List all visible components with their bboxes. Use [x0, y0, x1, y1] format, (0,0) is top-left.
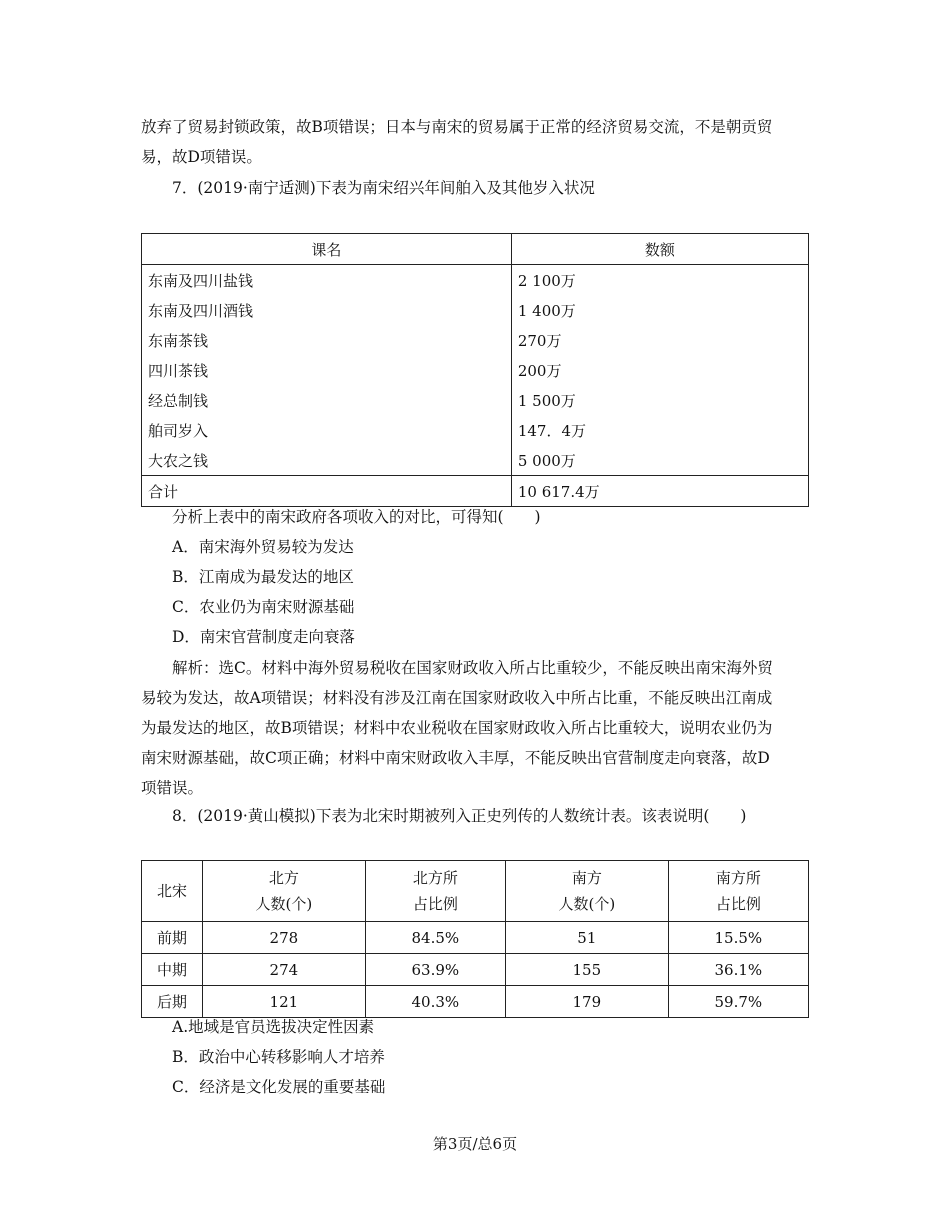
- table-row: [142, 295, 809, 325]
- table-cell: 1 400万: [511, 295, 808, 325]
- q7-option: B．江南成为最发达的地区: [172, 568, 354, 586]
- table-cell: 121: [203, 986, 366, 1018]
- table-cell: 36.1%: [668, 954, 808, 986]
- q7-option: A．南宋海外贸易较为发达: [172, 538, 354, 556]
- table-cell: 274: [203, 954, 366, 986]
- table-row: [142, 355, 809, 385]
- table-header: 北方所 占比例: [365, 861, 505, 922]
- table-cell: 东南及四川盐钱: [142, 265, 512, 296]
- q7-option: D．南宋官营制度走向衰落: [172, 628, 355, 646]
- table-cell: 179: [505, 986, 668, 1018]
- q7-analysis-line: 为最发达的地区，故B项错误；材料中农业税收在国家财政收入所占比重较大，说明农业仍为: [141, 719, 773, 737]
- table-cell: 278: [203, 922, 366, 954]
- q7-analysis-line: 项错误。: [141, 779, 204, 797]
- table-header: 课名: [142, 234, 512, 265]
- page-footer: 第3页/总6页: [432, 1135, 518, 1153]
- table-corner: 北宋: [142, 861, 203, 922]
- intro-line: 放弃了贸易封锁政策，故B项错误；日本与南宋的贸易属于正常的经济贸易交流，不是朝贡贸: [141, 118, 773, 136]
- intro-line: 易，故D项错误。: [141, 148, 262, 166]
- table-cell: 59.7%: [668, 986, 808, 1018]
- table-cell: 155: [505, 954, 668, 986]
- table-header: 数额: [511, 234, 808, 265]
- table-total-row: [142, 476, 809, 507]
- q7-revenue-table: [141, 233, 809, 507]
- q7-option: C．农业仍为南宋财源基础: [172, 598, 355, 616]
- table-row: [142, 954, 809, 986]
- q8-option: A.地域是官员选拔决定性因素: [172, 1018, 375, 1036]
- table-cell: 200万: [511, 355, 808, 385]
- q8-option: C．经济是文化发展的重要基础: [172, 1078, 386, 1096]
- table-row: [142, 265, 809, 296]
- q7-stem: 7．(2019·南宁适测)下表为南宋绍兴年间舶入及其他岁入状况: [172, 179, 595, 197]
- table-cell: 四川茶钱: [142, 355, 512, 385]
- table-cell: 51: [505, 922, 668, 954]
- table-cell: 270万: [511, 325, 808, 355]
- table-cell: 15.5%: [668, 922, 808, 954]
- table-cell: 5 000万: [511, 445, 808, 476]
- q7-analysis-line: 易较为发达，故A项错误；材料没有涉及江南在国家财政收入中所占比重，不能反映出江南成: [141, 689, 773, 707]
- table-cell: 后期: [142, 986, 203, 1018]
- table-cell: 中期: [142, 954, 203, 986]
- table-cell: 大农之钱: [142, 445, 512, 476]
- table-cell: 40.3%: [365, 986, 505, 1018]
- table-cell: 63.9%: [365, 954, 505, 986]
- table-cell: 经总制钱: [142, 385, 512, 415]
- q7-analysis-line: 解析：选C。材料中海外贸易税收在国家财政收入所占比重较少，不能反映出南宋海外贸: [172, 659, 773, 677]
- q7-analysis-line: 南宋财源基础，故C项正确；材料中南宋财政收入丰厚，不能反映出官营制度走向衰落，故D: [141, 749, 770, 767]
- table-header: 南方 人数(个): [505, 861, 668, 922]
- table-cell: 前期: [142, 922, 203, 954]
- table-row: [142, 986, 809, 1018]
- table-cell: 舶司岁入: [142, 415, 512, 445]
- table-header: 北方 人数(个): [203, 861, 366, 922]
- table-row: [142, 325, 809, 355]
- table-row: [142, 385, 809, 415]
- q8-statistics-table: [141, 860, 809, 1018]
- table-cell: 147．4万: [511, 415, 808, 445]
- table-cell: 2 100万: [511, 265, 808, 296]
- q8-option: B．政治中心转移影响人才培养: [172, 1048, 385, 1066]
- q7-question: 分析上表中的南宋政府各项收入的对比，可得知( ): [172, 508, 541, 526]
- table-row: [142, 415, 809, 445]
- table-header: 南方所 占比例: [668, 861, 808, 922]
- table-cell: 84.5%: [365, 922, 505, 954]
- table-cell: 合计: [142, 476, 512, 507]
- table-cell: 东南茶钱: [142, 325, 512, 355]
- table-row: [142, 445, 809, 476]
- table-cell: 10 617.4万: [511, 476, 808, 507]
- q8-stem: 8．(2019·黄山模拟)下表为北宋时期被列入正史列传的人数统计表。该表说明( ): [172, 807, 747, 825]
- table-cell: 东南及四川酒钱: [142, 295, 512, 325]
- table-row: [142, 922, 809, 954]
- table-cell: 1 500万: [511, 385, 808, 415]
